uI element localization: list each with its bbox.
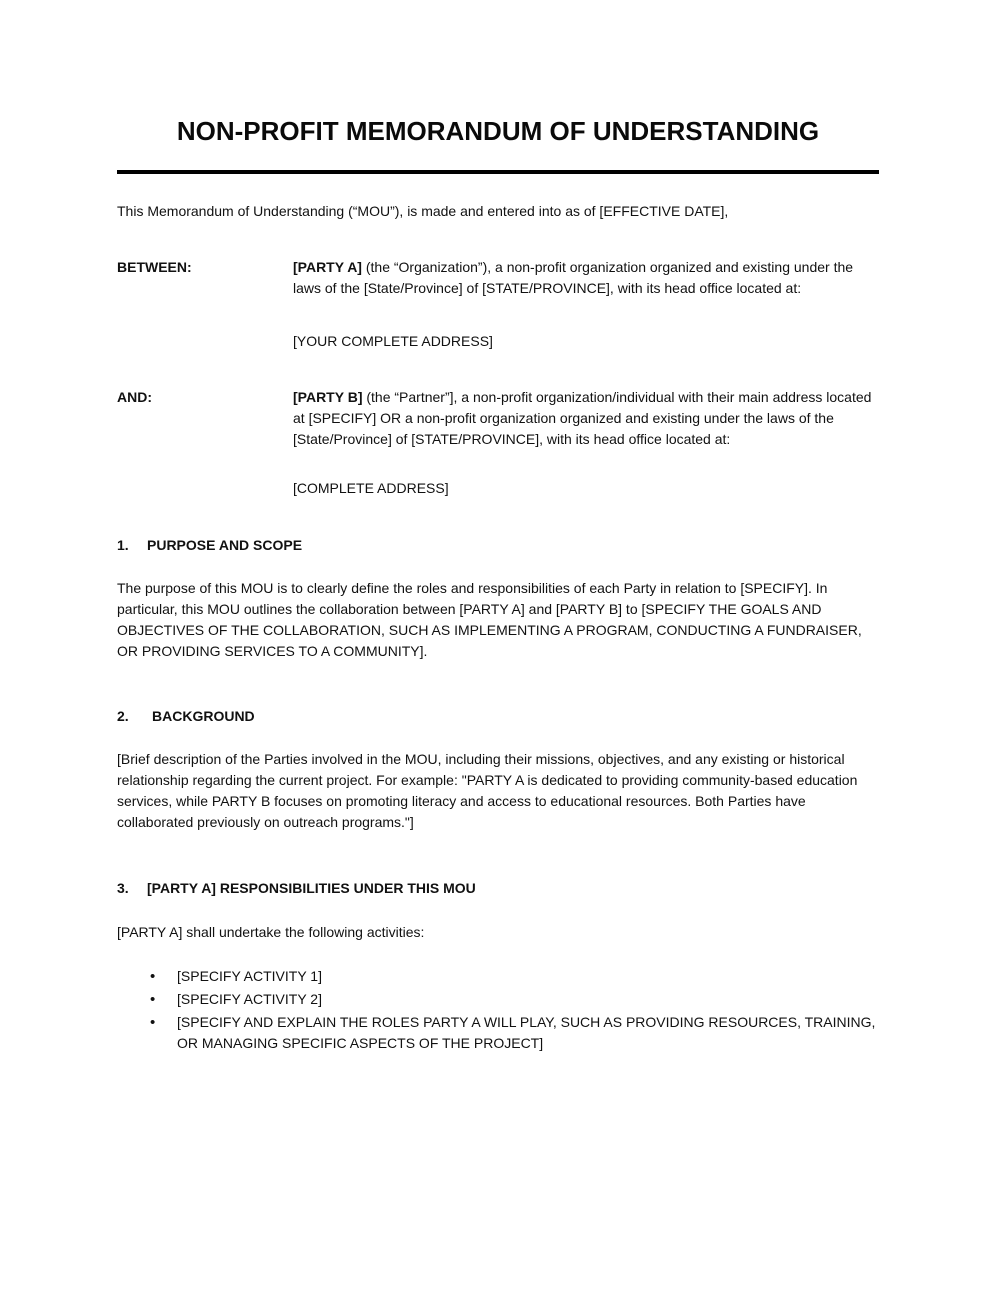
intro-paragraph: This Memorandum of Understanding (“MOU”), is made and entered into as of [EFFECTIVE DATE], xyxy=(117,203,729,219)
section-1-heading xyxy=(117,535,879,556)
bullet-item: • [SPECIFY ACTIVITY 1] xyxy=(117,966,879,987)
party-a-address: [YOUR COMPLETE ADDRESS] xyxy=(293,333,493,349)
party-a-address-row xyxy=(117,331,879,352)
section-1-body: The purpose of this MOU is to clearly define the roles and responsibilities of each Party in relation to [SPECIFY]. In particular, this MOU outlines the collaboration between [PARTY A] and [PARTY B] to [SPECIFY THE GOALS AND OBJECTIVES OF THE COLLABORATION, SUCH AS IMPLEMENTING A PROGRAM, CONDUCTING A FUNDRAISER, OR PROVIDING SERVICES TO A COMMUNITY]. xyxy=(117,580,862,659)
party-b-description xyxy=(293,387,879,450)
party-b-description-text: (the “Partner”], a non-profit organization/individual with their main address located at [SPECIFY] OR a non-profit organization organized and existing under the laws of the [State/Province] of [STATE/PROVINCE], with its head office located at: xyxy=(293,389,872,447)
section-3-body: [PARTY A] shall undertake the following activities: xyxy=(117,924,425,940)
document-content xyxy=(117,0,879,1054)
section-3-number: 3. xyxy=(117,880,129,896)
document-title: NON-PROFIT MEMORANDUM OF UNDERSTANDING xyxy=(176,116,820,146)
party-b-name: [PARTY B] xyxy=(293,389,363,405)
party-a-address-spacer xyxy=(117,331,293,352)
bullet-item: • [SPECIFY AND EXPLAIN THE ROLES PARTY A WILL PLAY, SUCH AS PROVIDING RESOURCES, TRAINING, OR MANAGING SPECIFIC ASPECTS OF THE PROJECT] xyxy=(117,1012,879,1054)
party-a-description xyxy=(293,257,879,299)
section-3-bullet-list xyxy=(117,966,879,1054)
section-3-title: [PARTY A] RESPONSIBILITIES UNDER THIS MOU xyxy=(147,880,476,896)
party-b-address: [COMPLETE ADDRESS] xyxy=(293,480,449,496)
bullet-item: • [SPECIFY ACTIVITY 2] xyxy=(117,989,879,1010)
party-b-address-row xyxy=(117,478,879,499)
party-b-address-spacer xyxy=(117,478,293,499)
section-2-number: 2. xyxy=(117,708,129,724)
title-divider-rule xyxy=(117,170,879,174)
party-a-row xyxy=(117,257,879,299)
section-1-title: PURPOSE AND SCOPE xyxy=(147,537,303,553)
party-a-description-text: (the “Organization”), a non-profit organization organized and existing under the laws of the [State/Province] of [STATE/PROVINCE], with its head office located at: xyxy=(293,259,854,296)
section-2-body: [Brief description of the Parties involved in the MOU, including their missions, objectives, and any existing or historical relationship regarding the current project. For example: "PARTY A is dedicated to providing community-based education services, while PARTY B focuses on promoting literacy and access to educational resources. Both Parties have collaborated previously on outreach programs."] xyxy=(117,751,858,830)
party-b-label: AND: xyxy=(117,389,152,405)
section-3-heading xyxy=(117,878,879,899)
party-b-row xyxy=(117,387,879,450)
party-a-name: [PARTY A] xyxy=(293,259,362,275)
section-2-heading xyxy=(117,706,879,727)
section-2-title: BACKGROUND xyxy=(152,708,255,724)
section-1-number: 1. xyxy=(117,537,129,553)
party-a-label: BETWEEN: xyxy=(117,259,192,275)
